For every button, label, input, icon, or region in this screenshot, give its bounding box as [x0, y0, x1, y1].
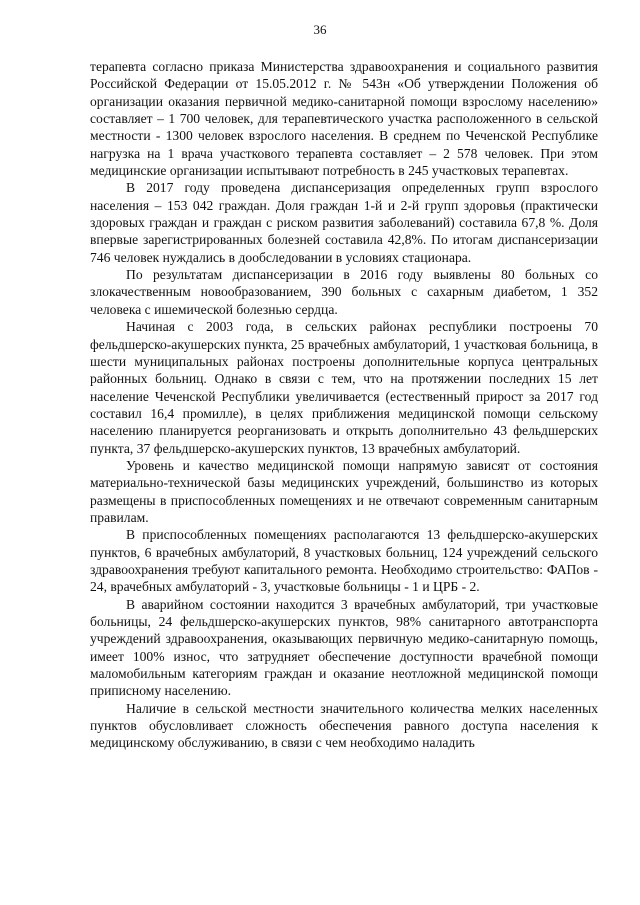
paragraph-material-base: Уровень и качество медицинской помощи напрямую зависят от состояния материально-технической базы медицинских учреждений, большинство из которых размещены в приспособленных помещениях и не отвечают современным санитарным правилам.	[90, 457, 598, 525]
paragraph-rural-settlements: Наличие в сельской местности значительного количества мелких населенных пунктов обусловливает сложность обеспечения равного доступа населения к медицинскому обслуживанию, в связи с чем необходимо наладить	[90, 700, 598, 751]
paragraph-therapist-norms: терапевта согласно приказа Министерства здравоохранения и социального развития Российской Федерации от 15.05.2012 г. № 543н «Об утверждении Положения об организации оказания первичной медико-санитарной помощи взрослому населению» составляет – 1 700 человек, для терапевтического участка расположенного в сельской местности - 1300 человек взрослого населения. В среднем по Чеченской Республике нагрузка на 1 врача участкового терапевта составляет – 2 578 человек. При этом медицинские организации испытывают потребность в 245 участковых терапевтах.	[90, 59, 598, 179]
paragraph-rural-construction: Начиная с 2003 года, в сельских районах республики построены 70 фельдшерско-акушерских пункта, 25 врачебных амбулаторий, 1 участковая больница, в шести муниципальных районах построены дополнительные корпуса центральных районных больниц. Однако в связи с тем, что на протяжении последних 15 лет население Чеченской Республики увеличивается (естественный прирост за 2017 год составил 16,4 промилле), в целях приближения медицинской помощи сельскому населению планируется реорганизовать и открыть дополнительно 43 фельдшерских пункта, 37 фельдшерско-акушерских пунктов, 13 врачебных амбулаторий.	[90, 319, 598, 456]
paragraph-emergency-condition: В аварийном состоянии находится 3 врачебных амбулаторий, три участковые больницы, 24 фельдшерско-акушерских пунктов, 98% санитарного автотранспорта учреждений здравоохранения, оказывающих первичную медико-санитарную помощь, имеет 100% износ, что затрудняет обеспечение доступности врачебной помощи маломобильным категориям граждан и оказание неотложной медицинской помощи приписному населению.	[90, 596, 598, 699]
paragraph-adapted-premises: В приспособленных помещениях располагаются 13 фельдшерско-акушерских пунктов, 6 врачебных амбулаторий, 8 участковых больниц, 124 учреждений сельского здравоохранения требуют капитального ремонта. Необходимо строительство: ФАПов - 24, врачебных амбулаторий - 3, участковые больницы - 1 и ЦРБ - 2.	[90, 527, 598, 595]
page-body	[90, 58, 598, 752]
paragraph-dispensarization-2017: В 2017 году проведена диспансеризация определенных групп взрослого населения – 153 042 граждан. Доля граждан 1-й и 2-й групп здоровья (практически здоровых граждан и граждан с риском развития заболеваний) составила 67,8 %. Доля впервые зарегистрированных болезней составила 42,8%. По итогам диспансеризации 746 человек нуждались в дообследовании в условиях стационара.	[90, 180, 598, 265]
paragraph-dispensarization-results-2016: По результатам диспансеризации в 2016 году выявлены 80 больных со злокачественным новообразованием, 390 больных с сахарным диабетом, 1 352 человека с ишемической болезнью сердца.	[90, 267, 598, 317]
page-number: 36	[313, 22, 327, 37]
